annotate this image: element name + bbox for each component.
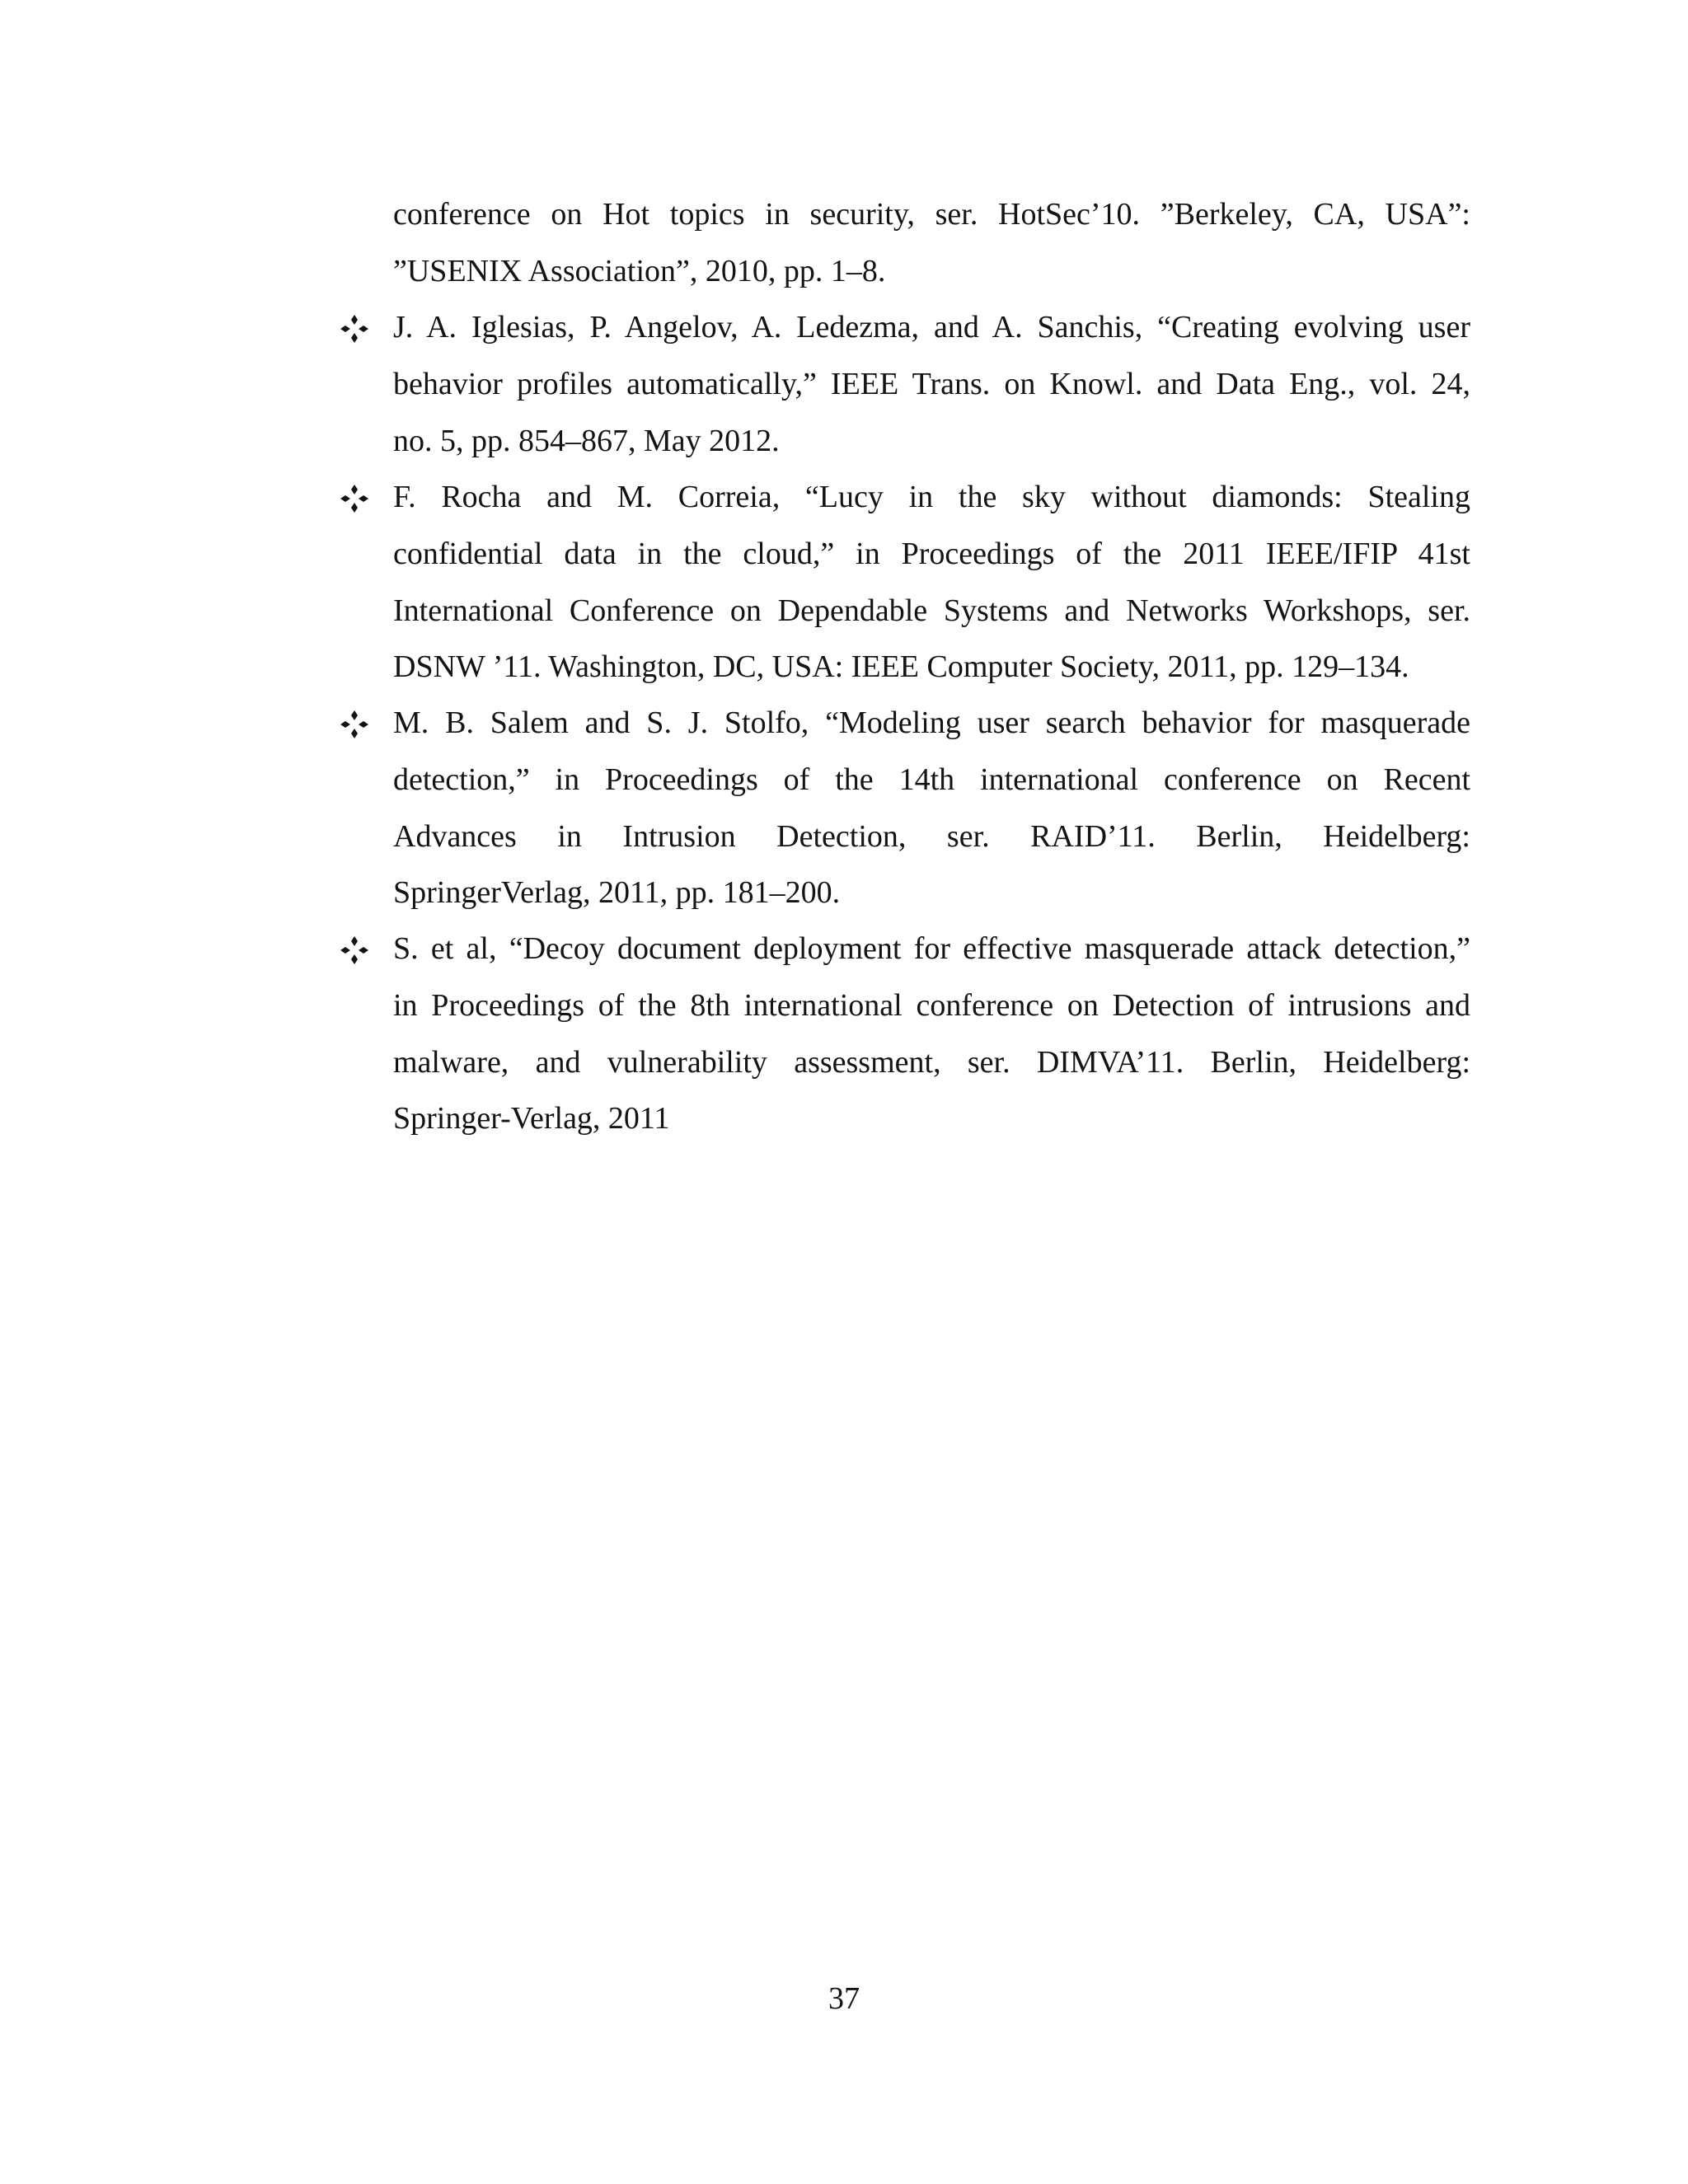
reference-line: M. B. Salem and S. J. Stolfo, “Modeling user search behavior for masquerade xyxy=(393,705,1470,740)
diamond-bullet-icon xyxy=(338,708,371,741)
page-number: 37 xyxy=(828,1981,860,2016)
diamond-bullet-icon xyxy=(338,934,371,967)
reference-line: Springer-Verlag, 2011 xyxy=(393,1101,670,1136)
reference-line: behavior profiles automatically,” IEEE Trans. on Knowl. and Data Eng., vol. 24, xyxy=(393,367,1470,401)
reference-line: Advances in Intrusion Detection, ser. RAID’11. Berlin, Heidelberg: xyxy=(393,819,1470,854)
reference-line: DSNW ’11. Washington, DC, USA: IEEE Computer Society, 2011, pp. 129–134. xyxy=(393,649,1409,684)
reference-line: in Proceedings of the 8th international conference on Detection of intrusions and xyxy=(393,988,1470,1023)
reference-line: malware, and vulnerability assessment, ser. DIMVA’11. Berlin, Heidelberg: xyxy=(393,1045,1470,1080)
reference-line: no. 5, pp. 854–867, May 2012. xyxy=(393,424,780,458)
reference-line: S. et al, “Decoy document deployment for effective masquerade attack detection,” xyxy=(393,931,1470,966)
reference-line: International Conference on Dependable Systems and Networks Workshops, ser. xyxy=(393,593,1470,628)
diamond-bullet-icon xyxy=(338,482,371,515)
reference-line: detection,” in Proceedings of the 14th international conference on Recent xyxy=(393,762,1470,797)
reference-line: F. Rocha and M. Correia, “Lucy in the sky without diamonds: Stealing xyxy=(393,480,1470,514)
reference-line: ”USENIX Association”, 2010, pp. 1–8. xyxy=(393,254,886,288)
reference-line: confidential data in the cloud,” in Proceedings of the 2011 IEEE/IFIP 41st xyxy=(393,537,1470,571)
reference-line: SpringerVerlag, 2011, pp. 181–200. xyxy=(393,875,841,910)
diamond-bullet-icon xyxy=(338,312,371,345)
reference-line: J. A. Iglesias, P. Angelov, A. Ledezma, and A. Sanchis, “Creating evolving user xyxy=(393,310,1470,344)
reference-line: conference on Hot topics in security, ser. HotSec’10. ”Berkeley, CA, USA”: xyxy=(393,197,1470,232)
